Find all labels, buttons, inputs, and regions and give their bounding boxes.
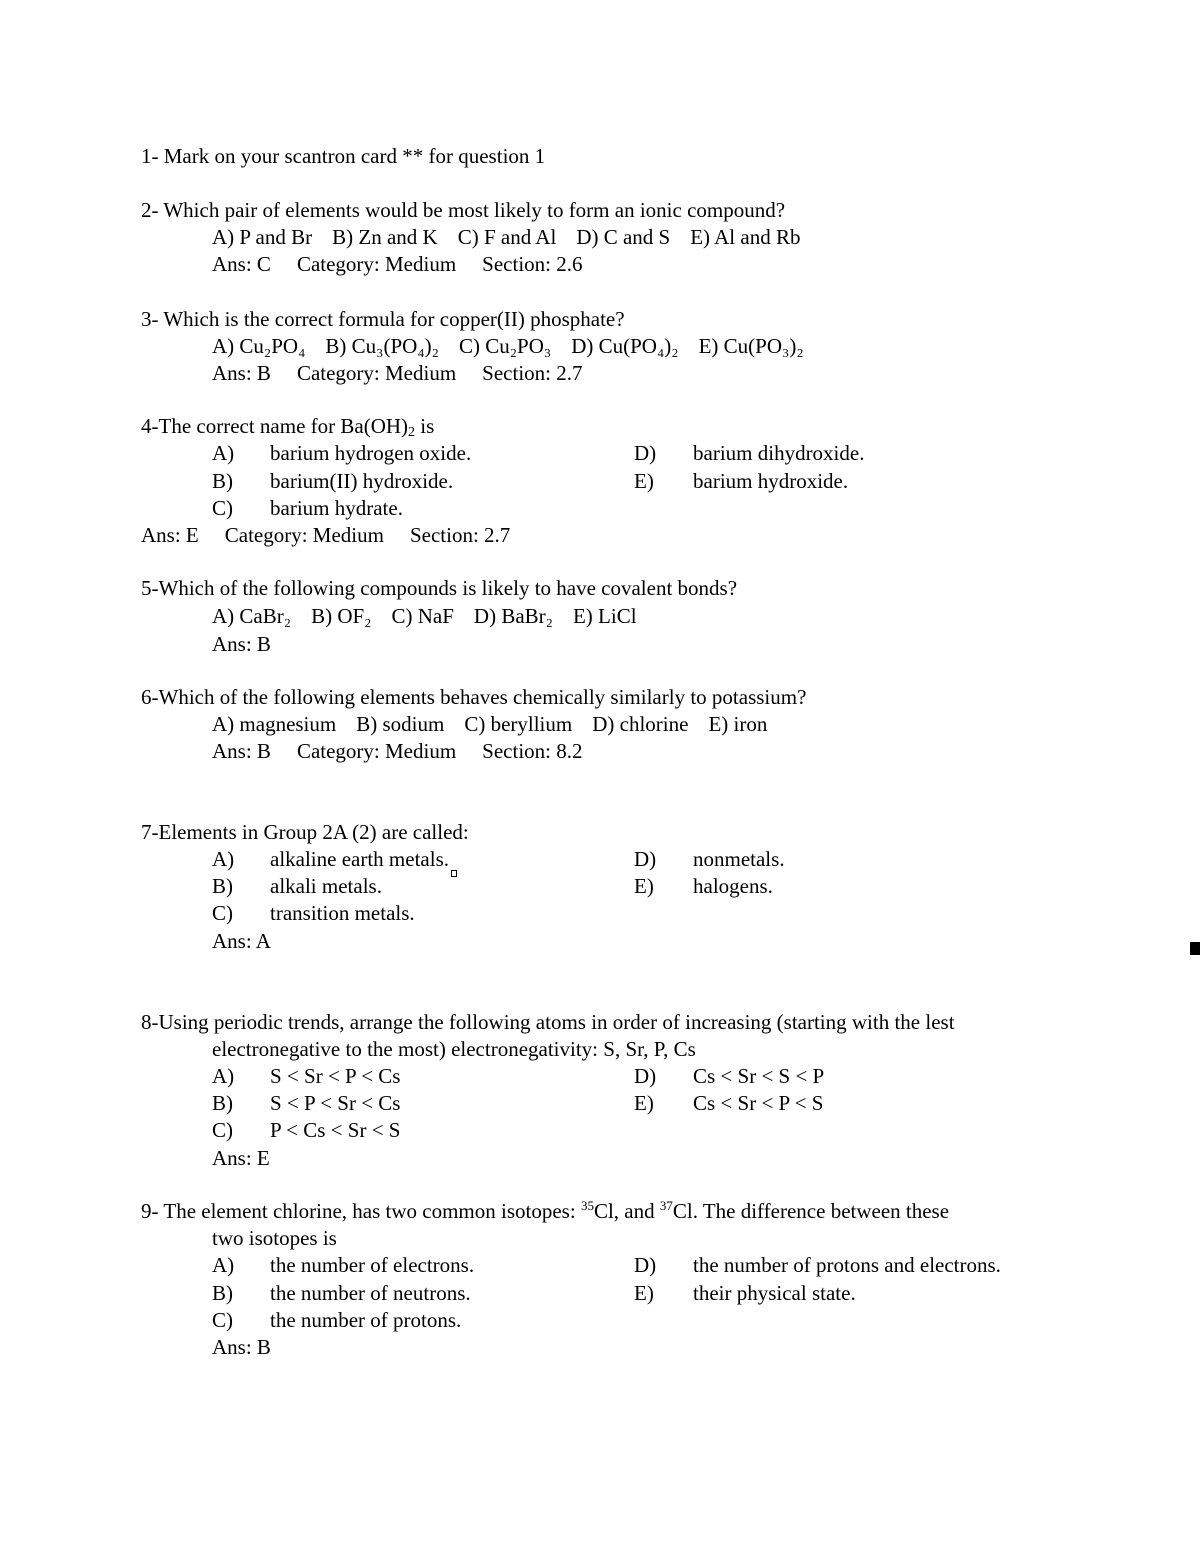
question-7-answer: Ans: A bbox=[212, 929, 271, 953]
option-letter-e: E) bbox=[634, 1091, 654, 1115]
section: Section: 8.2 bbox=[482, 739, 583, 763]
option-text-c: transition metals. bbox=[270, 901, 415, 925]
option-letter-b: B) bbox=[212, 469, 233, 493]
stem-text: 9- The element chlorine, has two common isotopes: bbox=[141, 1199, 581, 1223]
question-9-stem-line1 bbox=[141, 1198, 949, 1225]
option-e: E) LiCl bbox=[572, 604, 637, 628]
option-text-b: the number of neutrons. bbox=[270, 1281, 471, 1305]
option-d: D) chlorine bbox=[592, 712, 689, 736]
option-text-a: alkaline earth metals. bbox=[270, 847, 450, 871]
option-text-c: the number of protons. bbox=[270, 1308, 462, 1332]
option-b: B) sodium bbox=[356, 712, 445, 736]
option-text-b: alkali metals. bbox=[270, 874, 382, 898]
stem-text-end: is bbox=[415, 414, 435, 438]
question-8-stem-line2: electronegative to the most) electronegativity: S, Sr, P, Cs bbox=[212, 1037, 696, 1061]
question-9-answer: Ans: B bbox=[212, 1335, 271, 1359]
option-text-b: barium(II) hydroxide. bbox=[270, 469, 454, 493]
stem-text: 4-The correct name for Ba(OH) bbox=[141, 414, 409, 438]
answer: Ans: B bbox=[212, 739, 271, 763]
question-5-options bbox=[212, 603, 637, 630]
stray-mark bbox=[451, 870, 457, 877]
section: Section: 2.7 bbox=[409, 523, 511, 547]
option-text-d: nonmetals. bbox=[693, 847, 785, 871]
category: Category: Medium bbox=[224, 523, 384, 547]
section: Section: 2.6 bbox=[482, 252, 583, 276]
option-d: D) C and S bbox=[576, 225, 671, 249]
option-text-a: S < Sr < P < Cs bbox=[270, 1064, 401, 1088]
category: Category: Medium bbox=[296, 361, 457, 385]
option-a: A) magnesium bbox=[212, 712, 337, 736]
option-letter-a: A) bbox=[212, 1253, 235, 1277]
question-9-stem-line2: two isotopes is bbox=[212, 1226, 337, 1250]
option-letter-b: B) bbox=[212, 1091, 233, 1115]
option-letter-a: A) bbox=[212, 441, 235, 465]
superscript: 35 bbox=[580, 1198, 594, 1213]
option-letter-d: D) bbox=[634, 441, 657, 465]
option-d: D) BaBr₂ bbox=[473, 604, 553, 628]
option-b: B) Cu₃(PO₄)₂ bbox=[325, 334, 439, 358]
question-7-stem: 7-Elements in Group 2A (2) are called: bbox=[141, 820, 469, 844]
option-c: C) F and Al bbox=[457, 225, 557, 249]
section: Section: 2.7 bbox=[482, 361, 583, 385]
option-letter-e: E) bbox=[634, 469, 654, 493]
option-e: E) iron bbox=[708, 712, 768, 736]
option-letter-c: C) bbox=[212, 901, 233, 925]
option-letter-c: C) bbox=[212, 496, 233, 520]
category: Category: Medium bbox=[296, 739, 457, 763]
question-5-answer: Ans: B bbox=[212, 632, 271, 656]
option-letter-b: B) bbox=[212, 874, 233, 898]
option-text-d: Cs < Sr < S < P bbox=[693, 1064, 825, 1088]
option-text-a: the number of electrons. bbox=[270, 1253, 475, 1277]
option-a: A) Cu₂PO₄ bbox=[212, 334, 306, 358]
option-letter-a: A) bbox=[212, 1064, 235, 1088]
option-text-e: halogens. bbox=[693, 874, 773, 898]
option-e: E) Al and Rb bbox=[690, 225, 801, 249]
option-letter-d: D) bbox=[634, 847, 657, 871]
answer: Ans: E bbox=[141, 523, 199, 547]
answer: Ans: C bbox=[212, 252, 271, 276]
category: Category: Medium bbox=[296, 252, 457, 276]
option-d: D) Cu(PO₄)₂ bbox=[571, 334, 679, 358]
option-text-d: barium dihydroxide. bbox=[693, 441, 865, 465]
stem-text: Cl, and bbox=[593, 1199, 660, 1223]
option-text-e: barium hydroxide. bbox=[693, 469, 849, 493]
option-text-a: barium hydrogen oxide. bbox=[270, 441, 472, 465]
option-text-e: their physical state. bbox=[693, 1281, 856, 1305]
option-text-d: the number of protons and electrons. bbox=[693, 1253, 1001, 1277]
subscript: 2 bbox=[408, 425, 416, 440]
stem-text: Cl. The difference between these bbox=[672, 1199, 950, 1223]
option-text-e: Cs < Sr < P < S bbox=[693, 1091, 824, 1115]
option-e: E) Cu(PO₃)₂ bbox=[698, 334, 804, 358]
option-letter-e: E) bbox=[634, 1281, 654, 1305]
question-8-stem-line1: 8-Using periodic trends, arrange the following atoms in order of increasing (starting with the lest bbox=[141, 1010, 955, 1034]
option-letter-c: C) bbox=[212, 1118, 233, 1142]
option-text-c: barium hydrate. bbox=[270, 496, 403, 520]
option-text-b: S < P < Sr < Cs bbox=[270, 1091, 401, 1115]
superscript: 37 bbox=[659, 1198, 673, 1213]
question-3-stem: 3- Which is the correct formula for copper(II) phosphate? bbox=[141, 307, 625, 331]
question-6-answer bbox=[212, 738, 583, 765]
option-letter-a: A) bbox=[212, 847, 235, 871]
question-6-stem: 6-Which of the following elements behaves chemically similarly to potassium? bbox=[141, 685, 807, 709]
question-2-stem: 2- Which pair of elements would be most likely to form an ionic compound? bbox=[141, 198, 786, 222]
question-2-answer bbox=[212, 251, 583, 278]
option-letter-d: D) bbox=[634, 1253, 657, 1277]
option-b: B) Zn and K bbox=[332, 225, 438, 249]
option-c: C) Cu₂PO₃ bbox=[458, 334, 552, 358]
option-c: C) beryllium bbox=[464, 712, 573, 736]
question-2-options bbox=[212, 224, 800, 251]
question-3-answer bbox=[212, 360, 583, 387]
option-b: B) OF₂ bbox=[311, 604, 372, 628]
option-text-c: P < Cs < Sr < S bbox=[270, 1118, 401, 1142]
question-8-answer: Ans: E bbox=[212, 1146, 270, 1170]
answer: Ans: B bbox=[212, 361, 271, 385]
option-letter-d: D) bbox=[634, 1064, 657, 1088]
option-a: A) CaBr₂ bbox=[212, 604, 292, 628]
question-4-stem bbox=[141, 413, 434, 440]
question-5-stem: 5-Which of the following compounds is likely to have covalent bonds? bbox=[141, 576, 738, 600]
option-letter-e: E) bbox=[634, 874, 654, 898]
question-4-answer bbox=[141, 522, 510, 549]
option-c: C) NaF bbox=[391, 604, 454, 628]
option-letter-c: C) bbox=[212, 1308, 233, 1332]
question-6-options bbox=[212, 711, 767, 738]
question-3-options bbox=[212, 333, 804, 360]
option-letter-b: B) bbox=[212, 1281, 233, 1305]
question-1: 1- Mark on your scantron card ** for question 1 bbox=[141, 144, 546, 168]
option-a: A) P and Br bbox=[212, 225, 313, 249]
edge-marker bbox=[1190, 942, 1200, 955]
